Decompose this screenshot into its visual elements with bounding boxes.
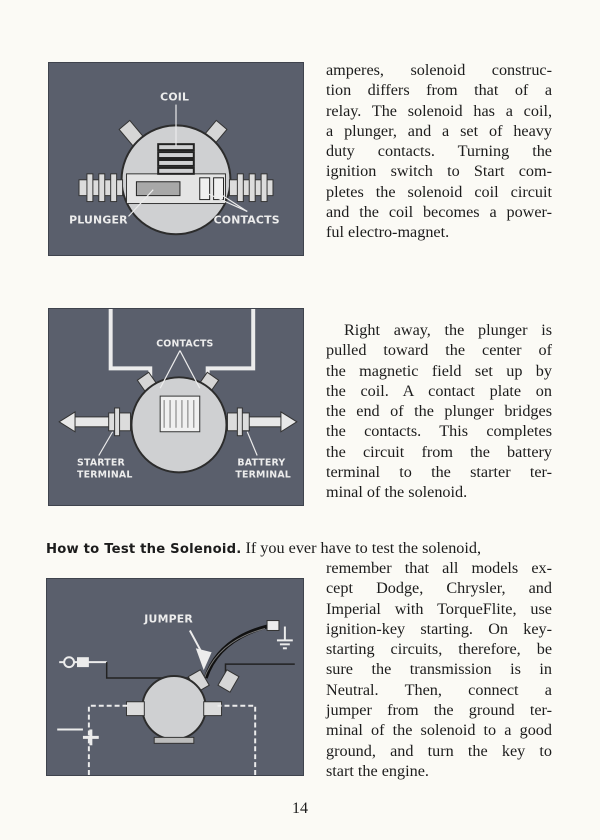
text-line: the end of the plunger bridges (326, 402, 552, 421)
text-line: tion differs from that of a (326, 81, 552, 100)
battery-terminal-label: BATTERY (237, 457, 286, 469)
solenoid-construction-diagram (49, 63, 303, 255)
text-line: ful electro-magnet. (326, 223, 450, 242)
contacts-label: CONTACTS (156, 338, 214, 350)
text-line: amperes, solenoid construc- (326, 61, 552, 79)
page-number: 14 (292, 800, 308, 817)
test-solenoid-heading-line (46, 538, 556, 560)
test-procedure-paragraph (326, 558, 552, 781)
plunger-paragraph (326, 320, 552, 503)
text-line: Right away, the plunger is (344, 321, 552, 339)
text-line: sure the transmission is in (326, 660, 552, 679)
text-line: the circuit from the battery (326, 442, 552, 461)
text-line: Imperial with TorqueFlite, use (326, 599, 552, 618)
text-line: the contacts. This completes (326, 422, 552, 441)
solenoid-construction-figure (48, 62, 304, 256)
text-line: start the engine. (326, 761, 429, 780)
text-line: pulled toward the center of (326, 341, 552, 360)
starter-terminal-label: TERMINAL (77, 469, 133, 481)
text-line: ignition switch to Start com- (326, 162, 552, 181)
text-line: relay. The solenoid has a coil, (326, 101, 552, 120)
text-line: minal of the solenoid to a good (326, 721, 552, 740)
text-line: ground, and turn the key to (326, 741, 552, 760)
text-line: jumper from the ground ter- (326, 701, 552, 720)
text-line: minal of the solenoid. (326, 483, 468, 502)
section-heading: How to Test the Solenoid. (46, 542, 242, 557)
jumper-label: JUMPER (144, 612, 193, 626)
solenoid-circuit-figure (48, 308, 304, 506)
text-line: terminal to the starter ter- (326, 463, 552, 482)
contacts-label: CONTACTS (213, 213, 280, 227)
jumper-test-figure (46, 578, 304, 776)
text-line: a plunger, and a set of heavy (326, 121, 552, 140)
battery-terminal-label: TERMINAL (235, 469, 291, 481)
text-line: starting circuits, therefore, be (326, 640, 552, 659)
starter-terminal-label: STARTER (77, 457, 125, 469)
text-line: the coil. A contact plate on (326, 381, 552, 400)
jumper-test-diagram (47, 579, 303, 775)
text-line: and the coil becomes a power- (326, 203, 552, 222)
coil-label: COIL (160, 90, 190, 104)
text-line: the magnetic field set up by (326, 361, 552, 380)
text-line: cept Dodge, Chrysler, and (326, 579, 552, 598)
text-line: pletes the solenoid coil circuit (326, 182, 552, 201)
construction-paragraph (326, 60, 552, 243)
plunger-label: PLUNGER (69, 213, 128, 227)
text-line: remember that all models ex- (326, 559, 552, 577)
solenoid-circuit-diagram (49, 309, 303, 505)
text-line: If you ever have to test the solenoid, (245, 539, 482, 557)
text-line: ignition-key starting. On key- (326, 619, 552, 638)
text-line: duty contacts. Turning the (326, 142, 552, 161)
text-line: Neutral. Then, connect a (326, 680, 552, 699)
